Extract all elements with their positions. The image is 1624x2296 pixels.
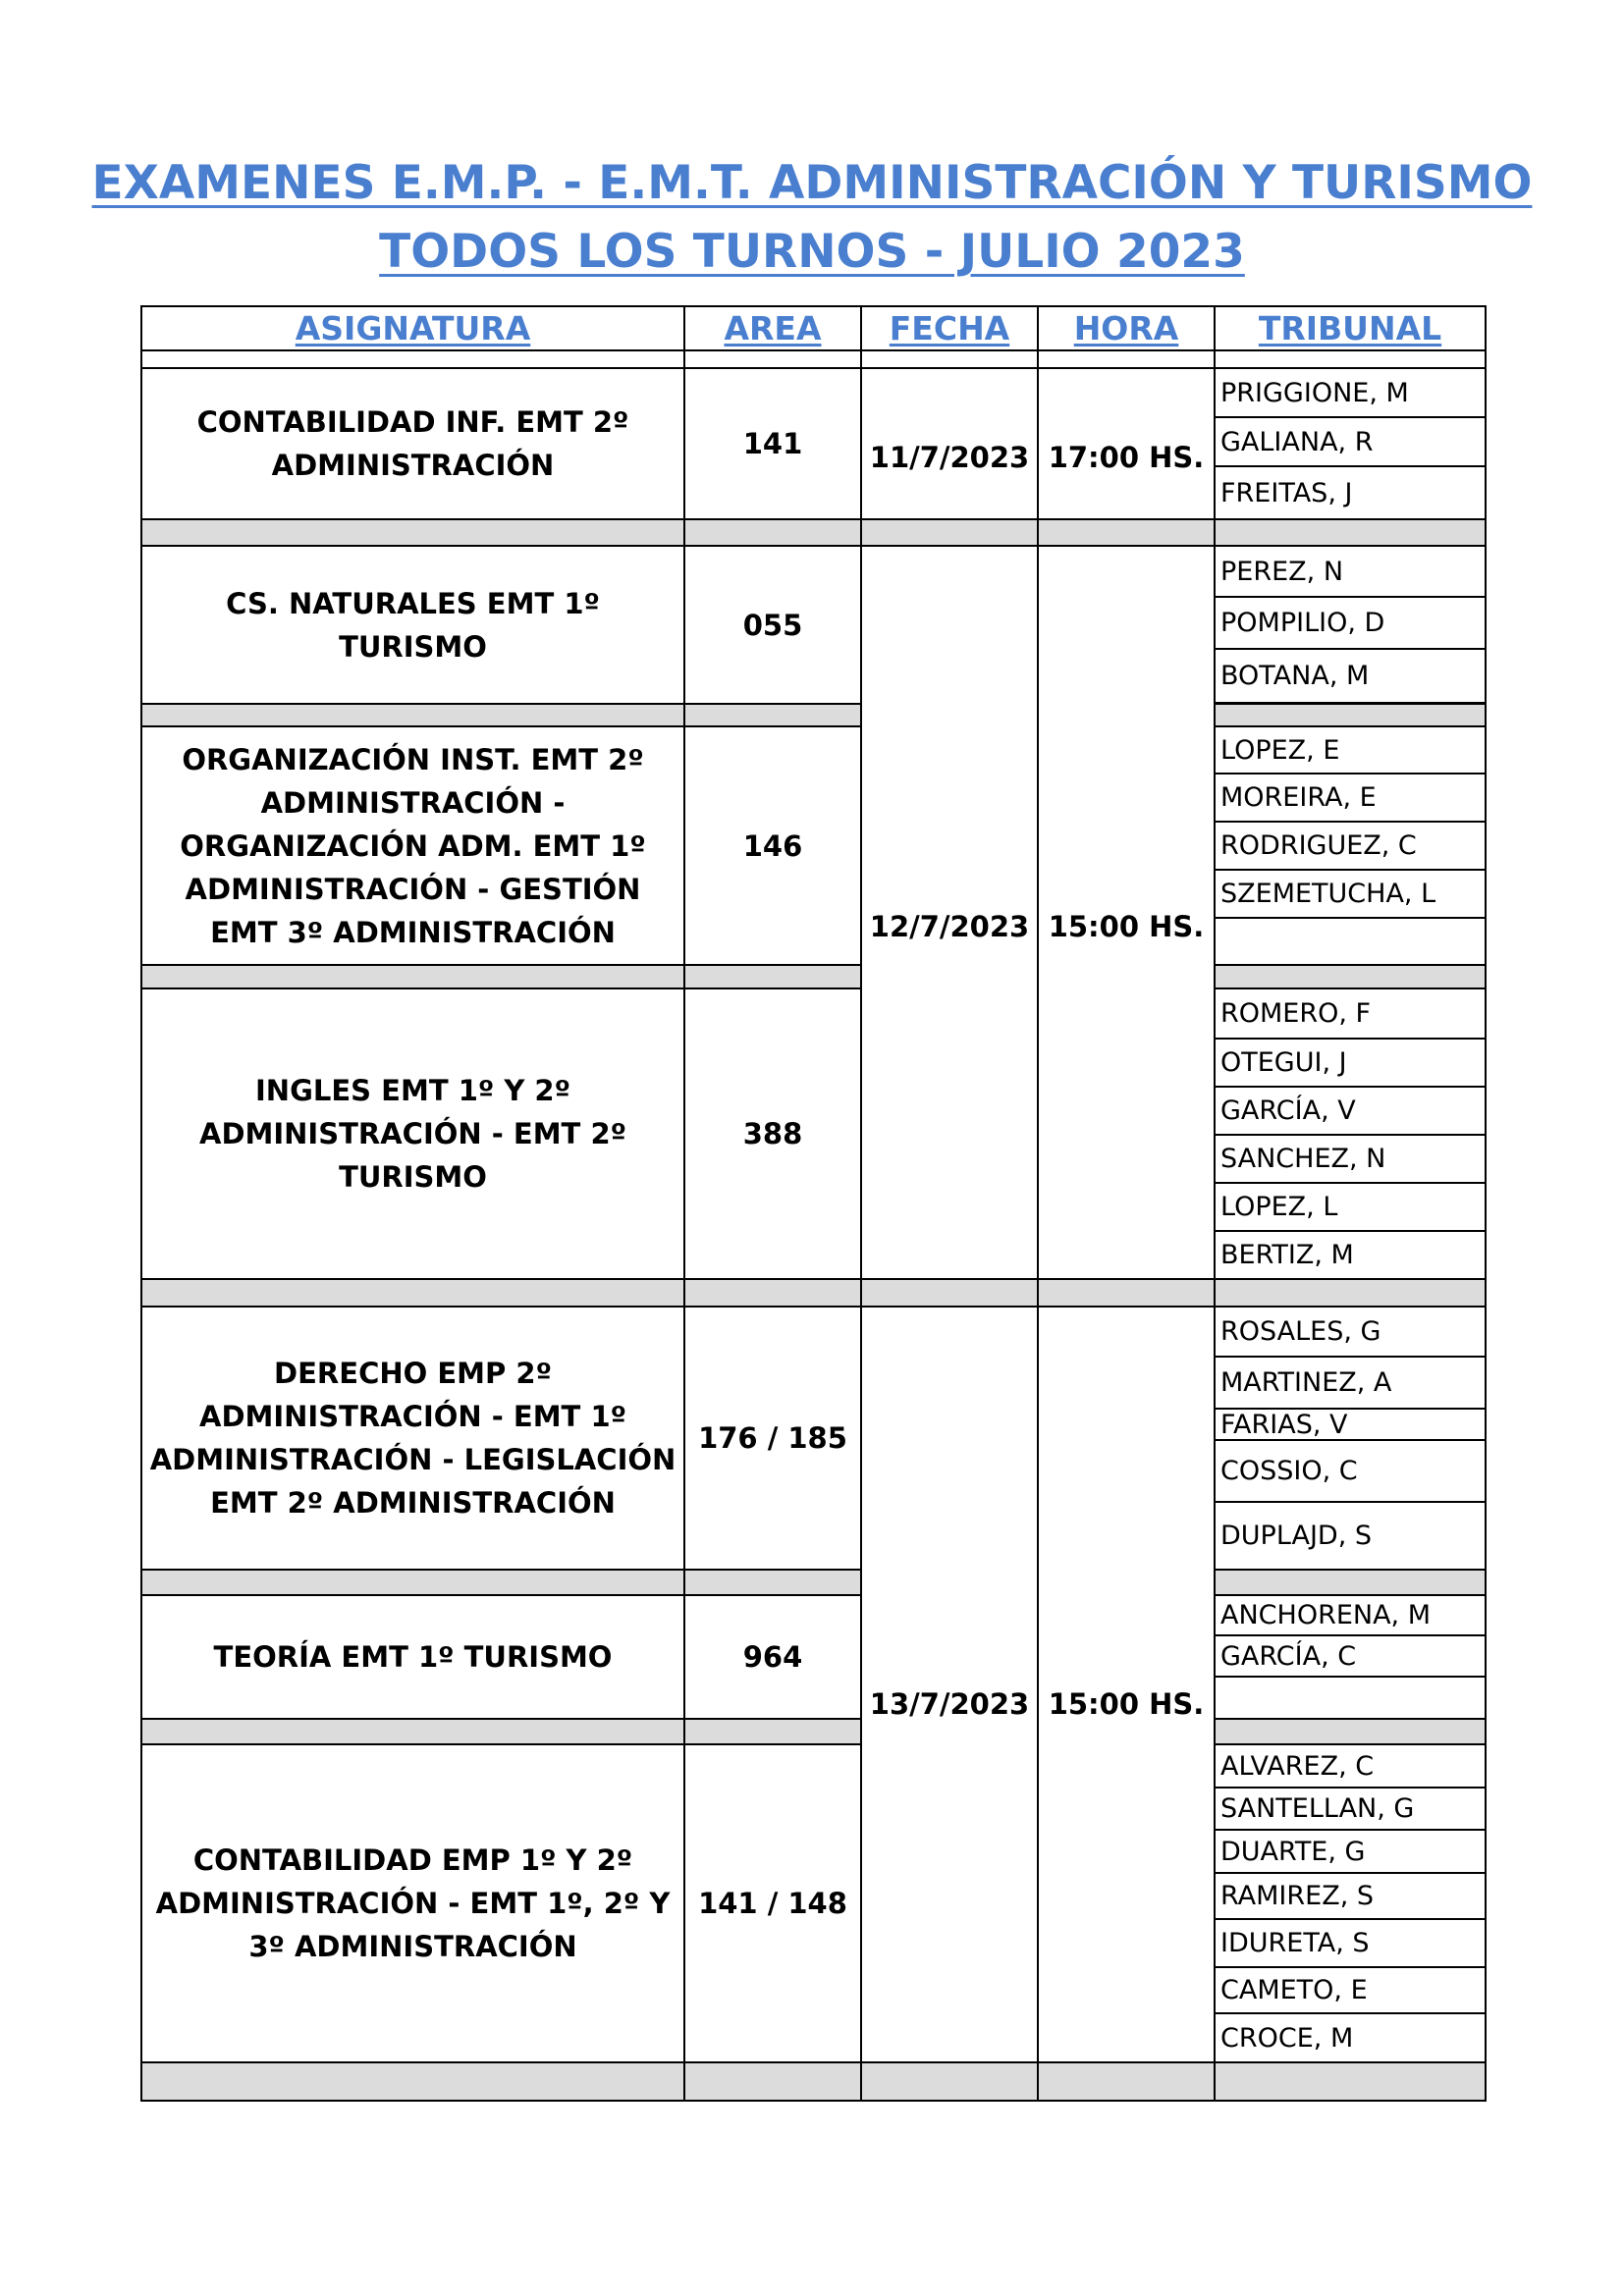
separator-cell [683,703,862,727]
subject-area: 146 [683,725,862,966]
tribunal-member: MARTINEZ, A [1214,1356,1487,1410]
separator-cell [1214,1278,1487,1308]
exam-time: 15:00 HS. [1037,1306,1216,2102]
subject-name: ORGANIZACIÓN INST. EMT 2º ADMINISTRACIÓN - ORGANIZACIÓN ADM. EMT 1º ADMINISTRACIÓN - GESTIÓN EMT 3º ADMINISTRACIÓN [140,725,685,966]
separator-cell [683,1278,862,1308]
title-line-2: TODOS LOS TURNOS - JULIO 2023 [379,225,1245,279]
tribunal-member: PRIGGIONE, M [1214,367,1487,418]
tribunal-member: SANTELLAN, G [1214,1787,1487,1831]
subject-name: CONTABILIDAD EMP 1º Y 2º ADMINISTRACIÓN - EMT 1º, 2º Y 3º ADMINISTRACIÓN [140,1743,685,2063]
tribunal-member: PEREZ, N [1214,545,1487,598]
separator-cell [1214,703,1487,727]
subject-name: CS. NATURALES EMT 1º TURISMO [140,545,685,705]
tribunal-member: LOPEZ, L [1214,1182,1487,1232]
separator-cell [683,518,862,547]
tribunal-member: CROCE, M [1214,2012,1487,2063]
separator-cell [140,964,685,989]
exam-date: 12/7/2023 [860,545,1039,1308]
tribunal-member: IDURETA, S [1214,1918,1487,1968]
subject-area: 055 [683,545,862,705]
header-fecha: FECHA [860,305,1039,351]
separator-cell [860,518,1039,547]
header-tribunal: TRIBUNAL [1214,305,1487,351]
tribunal-member: POMPILIO, D [1214,596,1487,650]
tribunal-member: ROSALES, G [1214,1306,1487,1358]
tribunal-member: SANCHEZ, N [1214,1134,1487,1184]
tribunal-member: RAMIREZ, S [1214,1872,1487,1920]
tribunal-member: FREITAS, J [1214,465,1487,520]
separator-cell [683,1569,862,1596]
tribunal-member [1214,1676,1487,1720]
tribunal-member: GALIANA, R [1214,416,1487,467]
header-hora: HORA [1037,305,1216,351]
tribunal-member: CAMETO, E [1214,1966,1487,2014]
tribunal-member: OTEGUI, J [1214,1038,1487,1088]
exam-time: 17:00 HS. [1037,367,1216,547]
separator-cell [860,1278,1039,1308]
separator-cell [683,1718,862,1745]
tribunal-member: ALVAREZ, C [1214,1743,1487,1789]
tribunal-member: RODRIGUEZ, C [1214,821,1487,871]
subject-area: 141 [683,367,862,520]
tribunal-member: GARCÍA, V [1214,1086,1487,1136]
header-gap-cell [1214,349,1487,369]
tribunal-member: DUPLAJD, S [1214,1501,1487,1571]
subject-area: 141 / 148 [683,1743,862,2063]
tribunal-member: LOPEZ, E [1214,725,1487,774]
header-area: AREA [683,305,862,351]
tribunal-member: DUARTE, G [1214,1829,1487,1874]
separator-cell [1037,2061,1216,2102]
separator-cell [1214,518,1487,547]
separator-cell [683,2061,862,2102]
separator-cell [1214,1718,1487,1745]
subject-area: 388 [683,988,862,1280]
tribunal-member [1214,917,1487,966]
subject-area: 176 / 185 [683,1306,862,1571]
title-line-1: EXAMENES E.M.P. - E.M.T. ADMINISTRACIÓN Y TURISMO [91,156,1533,210]
tribunal-member: FARIAS, V [1214,1408,1487,1441]
separator-cell [1214,1569,1487,1596]
header-gap-cell [140,349,685,369]
separator-cell [1214,964,1487,989]
tribunal-member: COSSIO, C [1214,1439,1487,1503]
header-gap-cell [860,349,1039,369]
separator-cell [860,2061,1039,2102]
tribunal-member: ROMERO, F [1214,988,1487,1040]
separator-cell [140,518,685,547]
separator-cell [1214,2061,1487,2102]
subject-name: TEORÍA EMT 1º TURISMO [140,1594,685,1720]
separator-cell [140,1569,685,1596]
document-title [0,149,1624,287]
exam-time: 15:00 HS. [1037,545,1216,1308]
tribunal-member: ANCHORENA, M [1214,1594,1487,1636]
separator-cell [1037,518,1216,547]
tribunal-member: BERTIZ, M [1214,1230,1487,1280]
exam-date: 11/7/2023 [860,367,1039,547]
header-gap-cell [683,349,862,369]
tribunal-member: BOTANA, M [1214,648,1487,704]
subject-name: INGLES EMT 1º Y 2º ADMINISTRACIÓN - EMT 2º TURISMO [140,988,685,1280]
subject-area: 964 [683,1594,862,1720]
separator-cell [1037,1278,1216,1308]
header-gap-cell [1037,349,1216,369]
subject-name: CONTABILIDAD INF. EMT 2º ADMINISTRACIÓN [140,367,685,520]
separator-cell [140,1278,685,1308]
separator-cell [683,964,862,989]
separator-cell [140,2061,685,2102]
tribunal-member: MOREIRA, E [1214,773,1487,823]
header-asignatura: ASIGNATURA [140,305,685,351]
separator-cell [140,703,685,727]
subject-name: DERECHO EMP 2º ADMINISTRACIÓN - EMT 1º ADMINISTRACIÓN - LEGISLACIÓN EMT 2º ADMINISTRACIÓN [140,1306,685,1571]
tribunal-member: GARCÍA, C [1214,1634,1487,1678]
tribunal-member: SZEMETUCHA, L [1214,869,1487,919]
exam-date: 13/7/2023 [860,1306,1039,2102]
separator-cell [140,1718,685,1745]
